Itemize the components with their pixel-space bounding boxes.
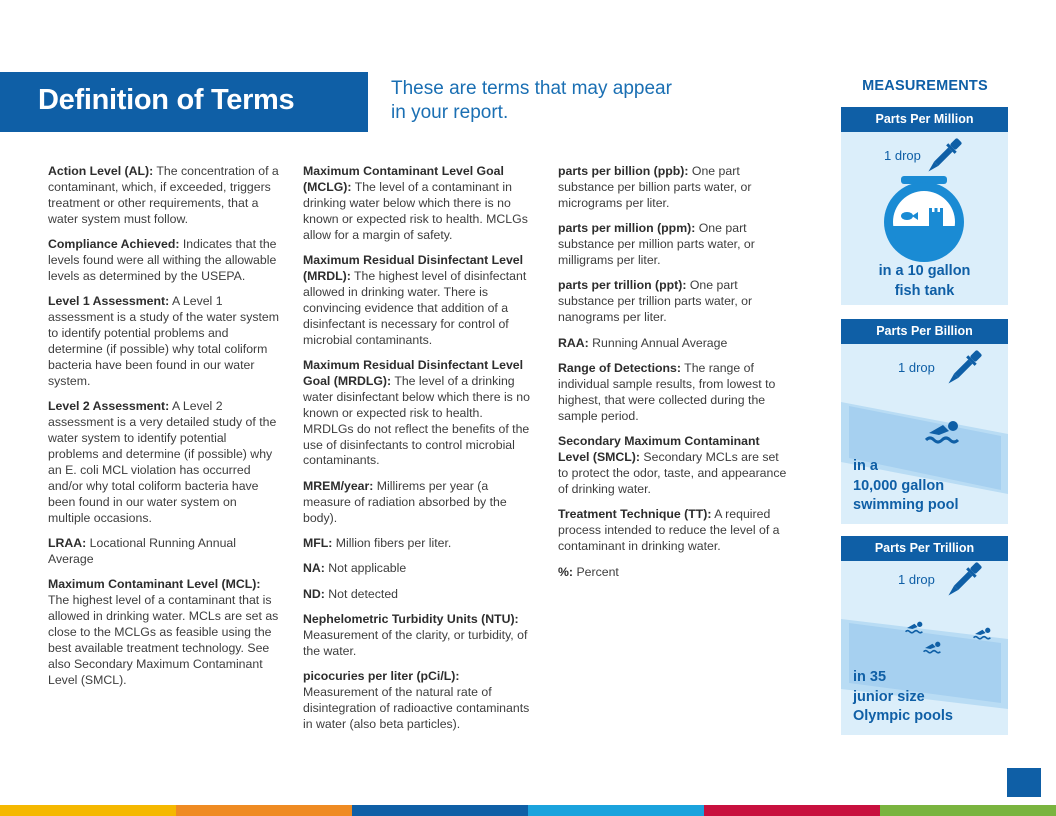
page-title: Definition of Terms [38,84,295,116]
term-name: Treatment Technique (TT): [558,507,712,522]
ppb-drop-label: 1 drop [898,360,935,375]
term-name: Secondary Maximum Contaminant Level (SMCL): [558,434,760,465]
term-name: Range of Detections: [558,361,681,376]
term-text: Running Annual Average [588,335,728,350]
footer-stripe [528,805,704,816]
swimmer-icon [923,640,943,656]
measurements-title: MEASUREMENTS [862,78,988,94]
term-text: One part substance per trillion parts water, or nanograms per liter. [558,278,753,325]
term-definition [303,358,535,469]
term-text: Measurement of the natural rate of disintegration of radioactive contaminants in water (also beta particles). [303,685,530,732]
term-definition [558,361,790,425]
term-name: ND: [303,586,325,601]
term-text: The level of a contaminant in drinking water below which there is no known or expected risk to health. MCLGs allow for a margin of safety. [303,179,528,242]
term-definition [558,336,790,352]
term-name: Nephelometric Turbidity Units (NTU): [303,612,519,627]
term-definition [558,434,790,498]
term-text: The level of a drinking water disinfectant below which there is no known or expected risk to health. MRDLGs do not reflect the benefits of the use of disinfectants to control microbial contaminants. [303,373,530,468]
fishbowl-icon [879,176,969,264]
term-definition [48,399,280,526]
term-definition [303,612,535,660]
term-definition [48,577,280,688]
dropper-icon [944,348,984,388]
footer-stripe [880,805,1056,816]
dropper-icon [924,136,964,176]
term-text: A Level 2 assessment is a very detailed study of the water system to identify potential problems and determine (if possible) why an E. coli MCL violation has occurred and/or why total coliform bacteria have been found in our water system on multiple occasions. [48,399,277,525]
term-name: Level 1 Assessment: [48,294,170,309]
term-text: Millirems per year (a measure of radiation absorbed by the body). [303,478,507,525]
term-definition [303,587,535,603]
term-name: parts per billion (ppb): [558,164,689,178]
term-text: Secondary MCLs are set to protect the odor, taste, and appearance of drinking water. [558,450,787,496]
term-definition [48,237,280,285]
term-text: The highest level of a contaminant that is allowed in drinking water. MCLs are set as close to the MCLGs as feasible using the best available treatment technology. See also Secondary Maximum Contaminant Level (SMCL). [48,593,279,687]
term-definition [48,536,280,568]
term-name: %: [558,564,574,579]
ppb-caption: in a 10,000 gallon swimming pool [853,458,959,513]
term-name: Maximum Contaminant Level Goal (MCLG): [303,164,504,194]
term-definition [303,561,535,577]
term-definition [303,479,535,527]
swimmer-icon [973,626,993,642]
term-text: The concentration of a contaminant, which, if exceeded, triggers treatment or other requirements, that a water system must follow. [48,164,279,226]
term-definition [558,221,790,269]
ppt-caption: in 35 junior size Olympic pools [853,669,953,724]
term-definition [48,294,280,389]
footer-stripe [176,805,352,816]
term-definition [303,164,535,244]
ppt-drop-label: 1 drop [898,572,935,587]
term-name: Maximum Contaminant Level (MCL): [48,577,261,592]
terms-column-2 [303,164,535,743]
term-text: Million fibers per liter. [332,536,452,551]
term-text: Not detected [324,586,399,601]
terms-column-1 [48,164,280,698]
term-definition [558,164,790,212]
term-text: One part substance per million parts water, or milligrams per liter. [558,221,755,268]
term-name: MFL: [303,536,333,551]
term-name: Compliance Achieved: [48,237,180,252]
term-name: Maximum Residual Disinfectant Level (MRDL): [303,253,524,283]
term-text: The range of individual sample results, from lowest to highest, that were collected during the sample period. [558,361,776,423]
term-text: Percent [573,564,619,579]
term-definition [303,253,535,348]
page-subtitle: These are terms that may appear in your report. [391,78,672,123]
footer-stripe [0,805,176,816]
term-definition [558,507,790,555]
term-definition [303,536,535,552]
ppt-panel [841,536,1008,735]
term-name: Level 2 Assessment: [48,399,170,414]
term-text: A required process intended to reduce the level of a contaminant in drinking water. [558,507,780,554]
footer-stripe [704,805,880,816]
ppb-heading: Parts Per Billion [841,319,1008,344]
term-name: parts per trillion (ppt): [558,278,687,293]
term-definition [558,278,790,326]
term-definition [558,565,790,581]
term-name: Action Level (AL): [48,164,154,178]
term-name: LRAA: [48,536,87,551]
term-text: Indicates that the levels found were all withing the allowable levels as determined by the USEPA. [48,237,277,283]
ppm-drop-label: 1 drop [884,148,921,163]
term-name: NA: [303,561,325,576]
term-definition [48,164,280,228]
ppt-heading: Parts Per Trillion [841,536,1008,561]
corner-square [1007,768,1041,797]
term-name: picocuries per liter (pCi/L): [303,669,460,684]
term-text: Not applicable [324,561,407,576]
term-name: parts per million (ppm): [558,221,696,236]
title-bar [0,72,368,132]
footer-stripe [352,805,528,816]
dropper-icon [944,560,984,600]
ppm-panel [841,107,1008,305]
term-text: The highest level of disinfectant allowed in drinking water. There is convincing evidence that addition of a disinfectant is necessary for control of microbial contaminants. [303,268,527,347]
term-text: One part substance per billion parts water, or micrograms per liter. [558,164,752,210]
term-text: Locational Running Annual Average [48,536,236,566]
swimmer-icon [905,620,925,636]
ppb-panel [841,319,1008,524]
ppm-heading: Parts Per Million [841,107,1008,132]
term-name: Maximum Residual Disinfectant Level Goal (MRDLG): [303,357,524,388]
swimmer-icon [925,419,963,447]
term-name: MREM/year: [303,478,374,493]
term-text: Measurement of the clarity, or turbidity, of the water. [303,628,528,659]
ppm-caption: in a 10 gallon fish tank [878,263,971,299]
terms-column-3 [558,164,790,590]
term-text: A Level 1 assessment is a study of the water system to identify potential problems and determine (if possible) why total coliform bacteria have been found in our water system. [48,294,279,388]
term-name: RAA: [558,335,589,350]
term-definition [303,669,535,733]
